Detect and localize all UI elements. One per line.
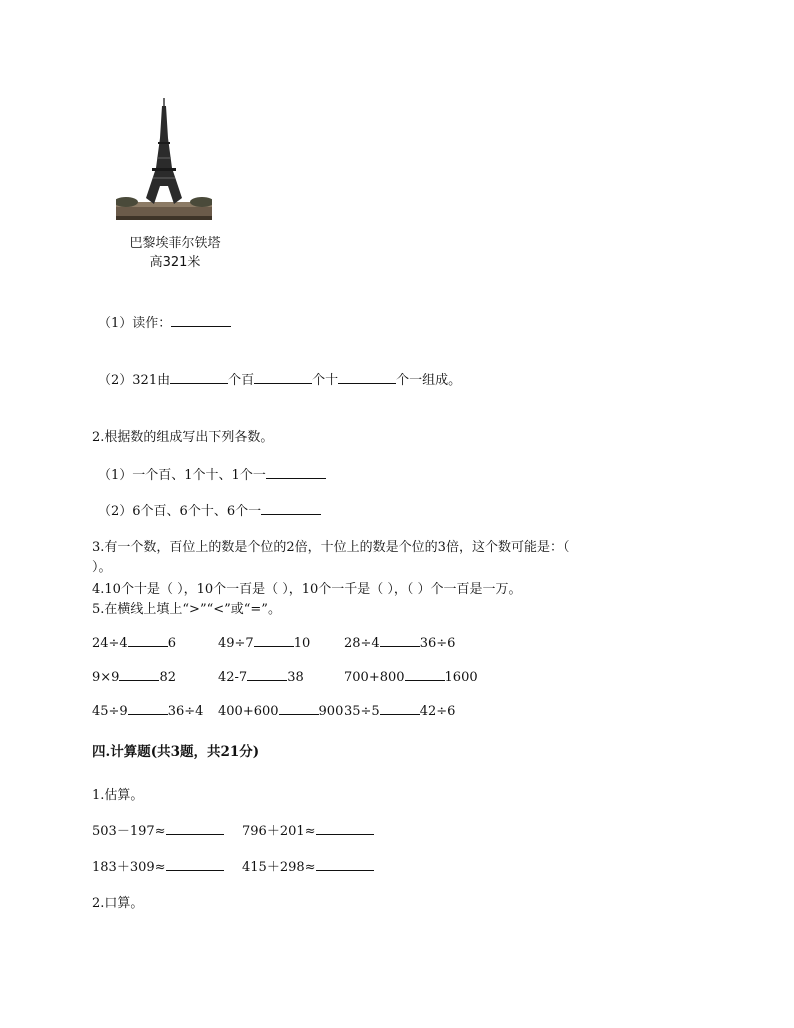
eiffel-tower-photo <box>116 98 212 228</box>
question-1-sub-2-prefix: （2）321由 <box>98 373 171 388</box>
question-1-sub-2 <box>98 369 461 388</box>
compare-right: 38 <box>287 670 304 685</box>
estimate-item <box>242 856 374 875</box>
answer-blank[interactable] <box>279 702 319 715</box>
answer-blank[interactable] <box>247 668 287 681</box>
answer-blank[interactable] <box>338 371 396 384</box>
estimate-row-2 <box>92 856 374 875</box>
answer-blank[interactable] <box>405 668 445 681</box>
question-3-line-2: ）。 <box>92 560 112 575</box>
compare-right: 1600 <box>444 670 478 685</box>
answer-blank[interactable] <box>128 702 168 715</box>
compare-row-3 <box>92 702 455 719</box>
compare-item <box>92 668 218 685</box>
compare-right: 6 <box>167 636 176 651</box>
question-1-sub-2-part2: 个十 <box>312 373 339 388</box>
answer-blank[interactable] <box>254 371 312 384</box>
answer-blank[interactable] <box>380 702 420 715</box>
compare-left: 28÷4 <box>344 636 380 651</box>
question-5-title: 5.在横线上填上“>”“<”或“=”。 <box>92 602 281 617</box>
compare-item <box>218 634 344 651</box>
answer-blank[interactable] <box>261 502 321 515</box>
compare-right: 900 <box>318 704 344 719</box>
estimate-item <box>242 820 374 839</box>
question-1-sub-1 <box>98 312 231 331</box>
compare-item <box>218 668 344 685</box>
answer-blank[interactable] <box>254 634 294 647</box>
answer-blank[interactable] <box>128 634 168 647</box>
estimate-item <box>92 856 242 875</box>
question-2-item-2-text: （2）6个百、6个十、6个一 <box>98 504 262 519</box>
compare-row-2 <box>92 668 478 685</box>
compare-left: 400+600 <box>218 704 279 719</box>
question-1-sub-2-part1: 个百 <box>228 373 255 388</box>
compare-left: 9×9 <box>92 670 120 685</box>
question-2-item-1 <box>98 464 326 483</box>
question-1-sub-1-text: （1）读作： <box>98 316 172 331</box>
compare-item <box>344 702 455 719</box>
oral-calculation-title: 2.口算。 <box>92 896 144 911</box>
estimate-row-1 <box>92 820 374 839</box>
question-4: 4.10个十是（ ），10个一百是（ ），10个一千是（ ），（ ）个一百是一万。 <box>92 582 522 597</box>
answer-blank[interactable] <box>119 668 159 681</box>
question-3-line-1: 3.有一个数，百位上的数是个位的2倍，十位上的数是个位的3倍，这个数可能是：（ <box>92 540 570 555</box>
question-2-title: 2.根据数的组成写出下列各数。 <box>92 430 274 445</box>
estimate-expression: 415＋298≈ <box>242 860 316 875</box>
compare-item <box>218 702 344 719</box>
compare-left: 42-7 <box>218 670 248 685</box>
question-1-sub-2-part3: 个一组成。 <box>396 373 462 388</box>
compare-right: 42÷6 <box>419 704 456 719</box>
compare-left: 700+800 <box>344 670 405 685</box>
figure-caption-title: 巴黎埃菲尔铁塔 <box>129 236 221 251</box>
answer-blank[interactable] <box>170 371 228 384</box>
answer-blank[interactable] <box>166 822 224 835</box>
answer-blank[interactable] <box>171 314 231 327</box>
compare-left: 45÷9 <box>92 704 128 719</box>
compare-right: 10 <box>293 636 311 651</box>
compare-row-1 <box>92 634 455 651</box>
answer-blank[interactable] <box>380 634 420 647</box>
compare-left: 24÷4 <box>92 636 128 651</box>
answer-blank[interactable] <box>266 466 326 479</box>
compare-right: 36÷4 <box>167 704 204 719</box>
compare-left: 49÷7 <box>218 636 254 651</box>
estimate-expression: 503－197≈ <box>92 824 166 839</box>
figure-caption-height: 高321米 <box>149 255 201 270</box>
compare-item <box>92 634 218 651</box>
answer-blank[interactable] <box>316 822 374 835</box>
estimate-title: 1.估算。 <box>92 788 144 803</box>
compare-item <box>92 702 218 719</box>
question-2-item-1-text: （1）一个百、1个十、1个一 <box>98 468 266 483</box>
eiffel-tower-icon <box>116 98 212 228</box>
compare-right: 36÷6 <box>419 636 456 651</box>
compare-right: 82 <box>159 670 176 685</box>
compare-item <box>344 668 478 685</box>
estimate-expression: 796＋201≈ <box>242 824 316 839</box>
estimate-expression: 183＋309≈ <box>92 860 166 875</box>
compare-left: 35÷5 <box>344 704 380 719</box>
answer-blank[interactable] <box>166 858 224 871</box>
compare-item <box>344 634 455 651</box>
answer-blank[interactable] <box>316 858 374 871</box>
estimate-item <box>92 820 242 839</box>
section-4-heading: 四.计算题(共3题，共21分) <box>92 744 260 760</box>
question-2-item-2 <box>98 500 321 519</box>
